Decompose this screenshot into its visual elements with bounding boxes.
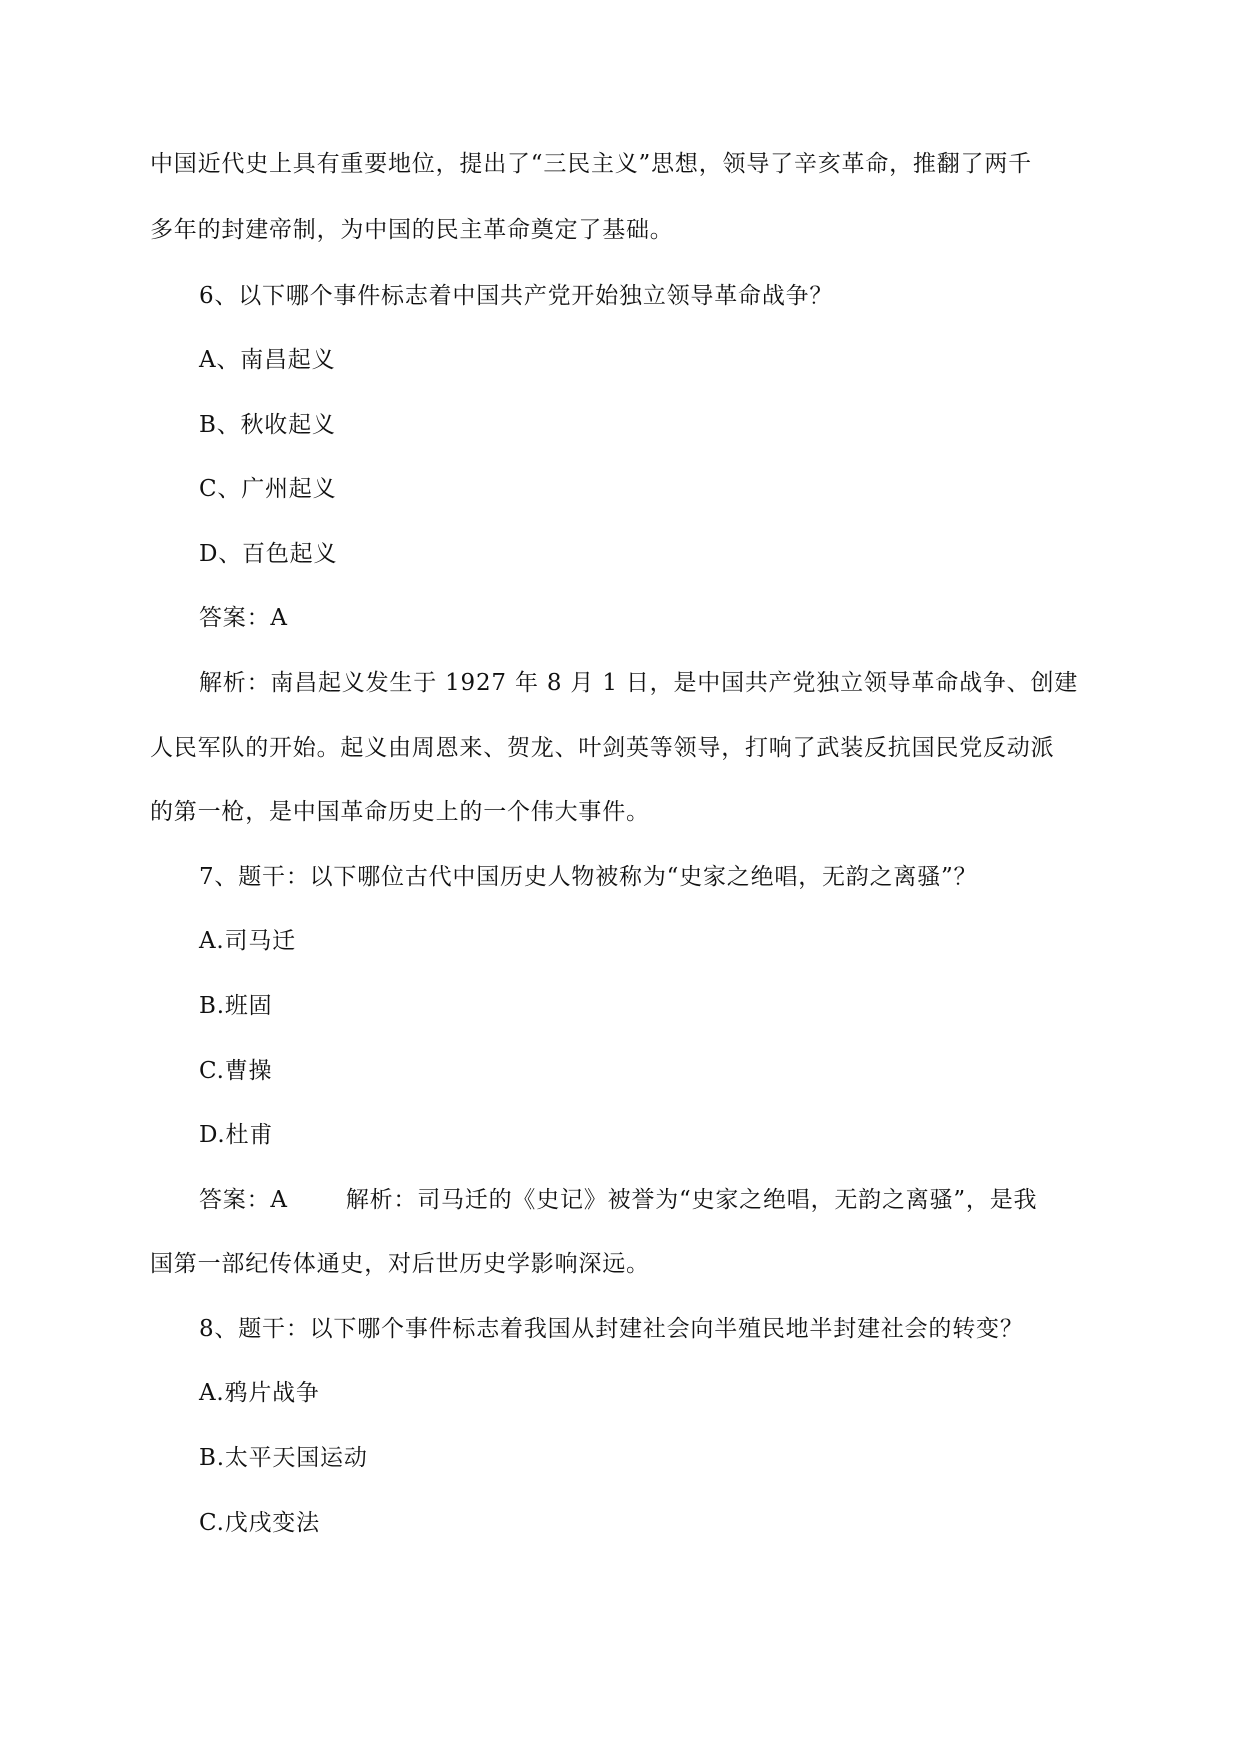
paragraph-line: 多年的封建帝制，为中国的民主革命奠定了基础。 — [150, 217, 674, 243]
question-7-answer: 答案：A — [199, 1187, 288, 1213]
question-7-explanation-line: 国第一部纪传体通史，对后世历史学影响深远。 — [150, 1251, 650, 1277]
question-7-explanation: 解析：司马迁的《史记》被誉为“史家之绝唱，无韵之离骚”，是我 — [345, 1187, 1038, 1213]
question-7-answer-and-explanation — [199, 1184, 1037, 1216]
question-7-option-b: B.班固 — [199, 993, 273, 1019]
question-7-text: 7、题干：以下哪位古代中国历史人物被称为“史家之绝唱，无韵之离骚”？ — [199, 864, 978, 890]
question-6-answer: 答案：A — [199, 605, 288, 631]
question-6-option-c: C、广州起义 — [199, 476, 337, 502]
paragraph-line: 中国近代史上具有重要地位，提出了“三民主义”思想，领导了辛亥革命，推翻了两千 — [150, 151, 1032, 177]
question-6-text: 6、以下哪个事件标志着中国共产党开始独立领导革命战争？ — [199, 283, 834, 309]
question-7-option-c: C.曹操 — [199, 1058, 273, 1084]
question-8-option-b: B.太平天国运动 — [199, 1445, 368, 1471]
question-6-explanation-line: 人民军队的开始。起义由周恩来、贺龙、叶剑英等领导，打响了武装反抗国民党反动派 — [150, 735, 1055, 761]
question-8-text: 8、题干：以下哪个事件标志着我国从封建社会向半殖民地半封建社会的转变？ — [199, 1316, 1024, 1342]
question-6-explanation-line: 解析：南昌起义发生于 1927 年 8 月 1 日，是中国共产党独立领导革命战争、创建 — [199, 670, 1079, 696]
question-6-option-b: B、秋收起义 — [199, 412, 336, 438]
question-7-option-a: A.司马迁 — [199, 928, 296, 954]
question-6-explanation-line: 的第一枪，是中国革命历史上的一个伟大事件。 — [150, 799, 650, 825]
question-8-option-a: A.鸦片战争 — [199, 1380, 320, 1406]
question-6-option-a: A、南昌起义 — [199, 347, 336, 373]
question-7-option-d: D.杜甫 — [199, 1122, 274, 1148]
question-8-option-c: C.戊戌变法 — [199, 1510, 320, 1536]
question-6-option-d: D、百色起义 — [199, 541, 338, 567]
